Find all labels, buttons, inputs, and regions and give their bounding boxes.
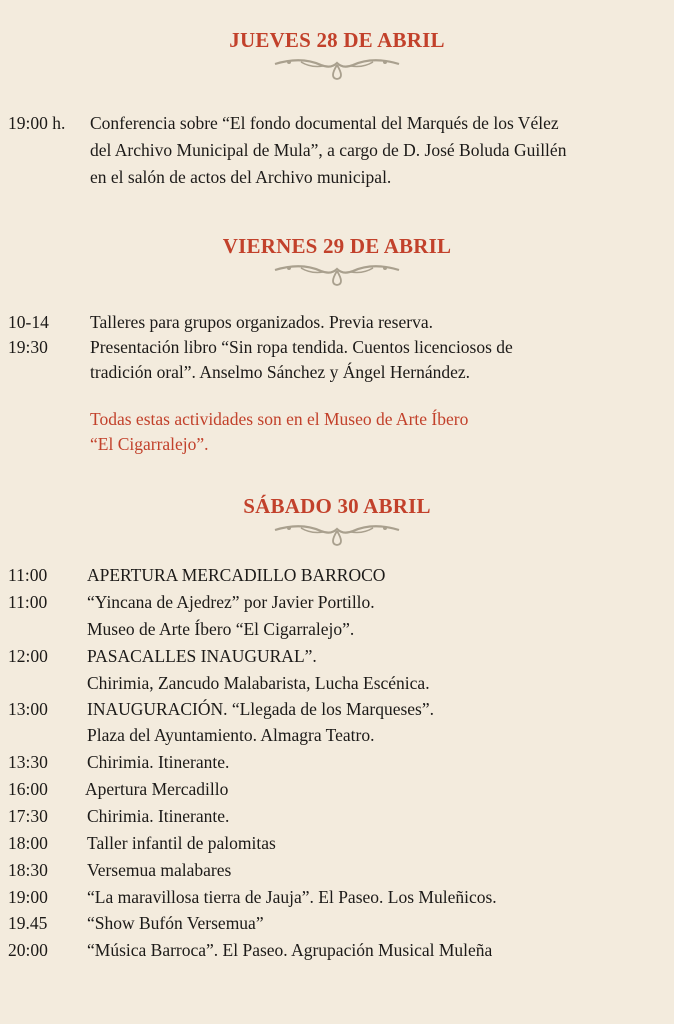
event-text: Museo de Arte Íbero “El Cigarralejo”. — [87, 619, 355, 639]
day-title-sabado: SÁBADO 30 ABRIL — [243, 494, 431, 518]
day-title-jueves: JUEVES 28 DE ABRIL — [229, 28, 445, 52]
event-text: Presentación libro “Sin ropa tendida. Cuentos licenciosos de — [90, 337, 513, 357]
event-text: INAUGURACIÓN. “Llegada de los Marqueses”. — [87, 699, 434, 719]
venue-note: “El Cigarralejo”. — [90, 434, 209, 454]
event-text: Taller infantil de palomitas — [87, 833, 276, 853]
event-text: Apertura Mercadillo — [85, 779, 229, 799]
event-text: Chirimia, Zancudo Malabarista, Lucha Escénica. — [87, 673, 430, 693]
event-time: 10-14 — [8, 312, 49, 332]
event-time: 19:00 — [8, 887, 48, 907]
venue-note: Todas estas actividades son en el Museo de Arte Íbero — [90, 409, 469, 429]
event-text: Chirimia. Itinerante. — [87, 806, 230, 826]
event-text: del Archivo Municipal de Mula”, a cargo de D. José Boluda Guillén — [90, 140, 567, 160]
event-text: “Show Bufón Versemua” — [87, 913, 264, 933]
event-text: APERTURA MERCADILLO BARROCO — [87, 565, 386, 585]
day-title-viernes: VIERNES 29 DE ABRIL — [222, 234, 452, 258]
event-time: 18:30 — [8, 860, 48, 880]
event-time: 19.45 — [8, 913, 48, 933]
event-text: PASACALLES INAUGURAL”. — [87, 646, 317, 666]
ornament-divider-icon — [271, 54, 403, 82]
event-text: Plaza del Ayuntamiento. Almagra Teatro. — [87, 725, 375, 745]
event-time: 20:00 — [8, 940, 48, 960]
event-time: 19:00 h. — [8, 113, 66, 133]
event-text: Versemua malabares — [87, 860, 232, 880]
event-time: 19:30 — [8, 337, 48, 357]
event-text: Talleres para grupos organizados. Previa reserva. — [90, 312, 433, 332]
ornament-divider-icon — [271, 260, 403, 288]
event-text: “Yincana de Ajedrez” por Javier Portillo. — [87, 592, 375, 612]
event-time: 17:30 — [8, 806, 48, 826]
event-text: en el salón de actos del Archivo municipal. — [90, 167, 392, 187]
event-time: 16:00 — [8, 779, 48, 799]
event-time: 13:00 — [8, 699, 48, 719]
event-text: “La maravillosa tierra de Jauja”. El Paseo. Los Muleñicos. — [87, 887, 497, 907]
event-time: 11:00 — [8, 592, 48, 612]
event-time: 18:00 — [8, 833, 48, 853]
event-text: Chirimia. Itinerante. — [87, 752, 230, 772]
event-time: 11:00 — [8, 565, 48, 585]
event-time: 12:00 — [8, 646, 48, 666]
ornament-divider-icon — [271, 520, 403, 548]
event-text: Conferencia sobre “El fondo documental del Marqués de los Vélez — [90, 113, 559, 133]
event-text: “Música Barroca”. El Paseo. Agrupación Musical Muleña — [87, 940, 493, 960]
event-time: 13:30 — [8, 752, 48, 772]
event-text: tradición oral”. Anselmo Sánchez y Ángel Hernández. — [90, 362, 471, 382]
